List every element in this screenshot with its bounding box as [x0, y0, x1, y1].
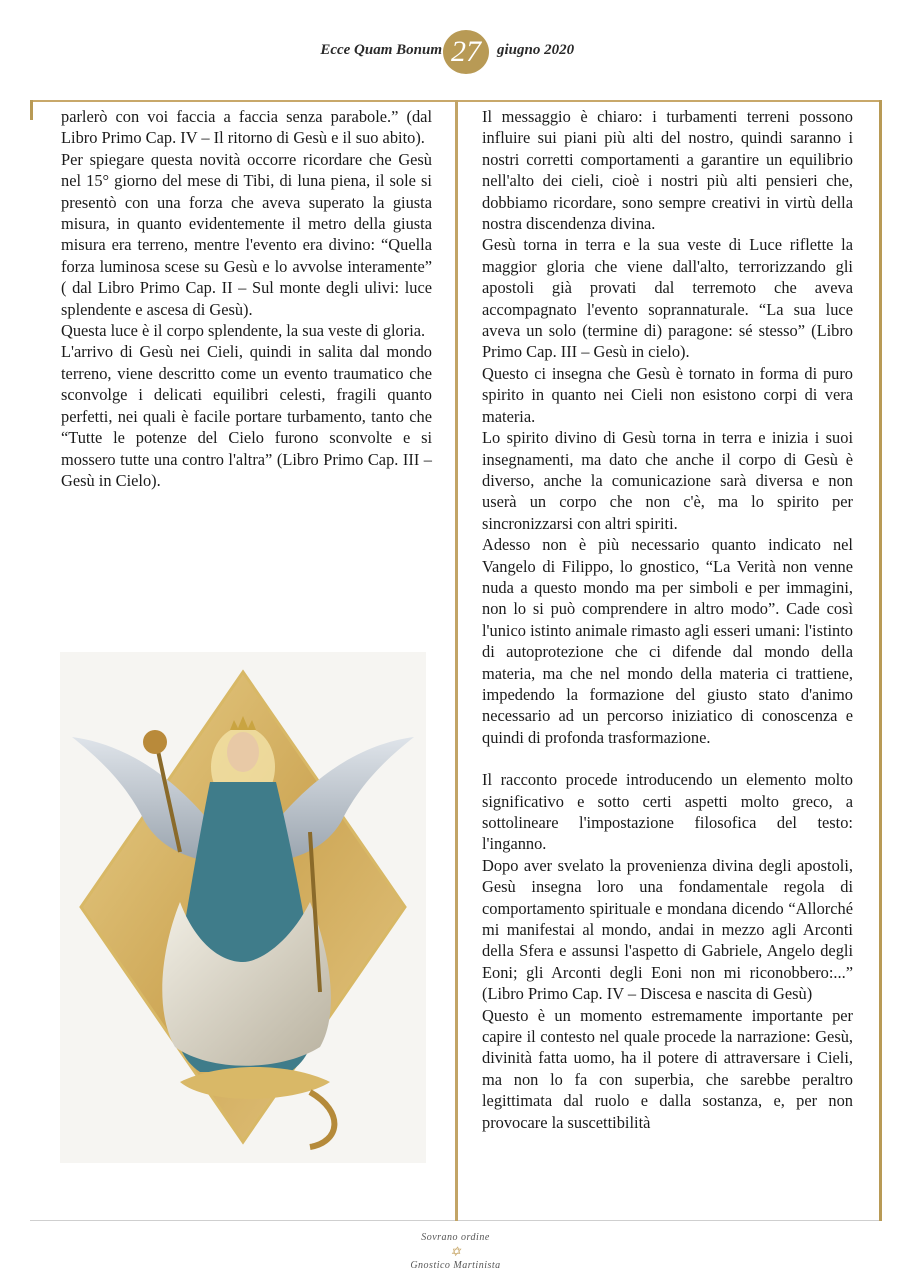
angel-illustration [60, 652, 426, 1163]
paragraph: Dopo aver svelato la provenienza divina degli apostoli, Gesù insegna loro una fondamentale regola di comportamento spirituale e mondana dicendo “Allorché mi manifestai al mondo, andai in mezzo agli Arconti della Sfera e assunsi l'aspetto di Gabriele, Angelo degli Eoni; gli Arconti degli Eoni non mi riconobbero:...” (Libro Primo Cap. IV – Discesa e nascita di Gesù) [482, 855, 853, 1004]
paragraph: Lo spirito divino di Gesù torna in terra e inizia i suoi insegnamenti, ma dato che anche il corpo di Gesù è diverso, anche la comunicazione sarà diversa e non userà un corpo che non c'è, ma lo spirito per sincronizzarsi con altri spiriti. [482, 428, 853, 533]
left-column [61, 106, 432, 491]
paragraph: Per spiegare questa novità occorre ricordare che Gesù nel 15° giorno del mese di Tibi, di luna piena, il sole si presentò con una forza che aveva superato la giusta misura, in quanto evidentemente il metro della giusta misura era terreno, mentre l'evento era divino: “Quella forza luminosa scese su Gesù e lo avvolse interamente” ( dal Libro Primo Cap. II – Sul monte degli ulivi: luce splendente e ascesa di Gesù). [61, 149, 432, 319]
right-column [482, 106, 853, 1133]
page-header [0, 28, 911, 80]
paragraph: L'arrivo di Gesù nei Cieli, quindi in salita dal mondo terreno, viene descritto come un evento traumatico che sconvolge i delicati equilibri celesti, fragili quanto perfetti, nei quali è facile portare turbamento, tanto che “Tutte le potenze del Cielo furono sconvolte e si mossero tutte una contro l'altra” (Libro Primo Cap. III – Gesù in Cielo). [61, 342, 432, 490]
right-gold-rule [879, 100, 882, 1221]
paragraph-spacer [482, 748, 853, 769]
page-footer [0, 1232, 911, 1272]
paragraph: Questo è un momento estremamente importante per capire il contesto nel quale procede la narrazione: Gesù, divinità fatta uomo, ha il potere di attraversare i Cieli, ma non lo fa con superbia, che sarebbe peraltro legittimata dal ruolo e dalla sostanza, e, per non provocare la suscettibilità [482, 1005, 853, 1132]
magazine-title: Ecce Quam Bonum [320, 42, 442, 58]
paragraph: parlerò con voi faccia a faccia senza parabole.” (dal Libro Primo Cap. IV – Il ritorno di Gesù e il suo abito). [61, 107, 432, 148]
issue-date: giugno 2020 [497, 42, 575, 58]
paragraph: Questa luce è il corpo splendente, la sua veste di gloria. [61, 321, 426, 341]
paragraph: Il racconto procede introducendo un elemento molto significativo e sotto certi aspetti molto greco, a sottolineare l'impostazione filosofica del testo: l'inganno. [482, 770, 853, 854]
paragraph: Gesù torna in terra e la sua veste di Luce riflette la maggior gloria che viene dall'alto, terrorizzando gli apostoli già provati dal terremoto che aveva accompagnato l'evento soprannaturale. “La sua luce aveva un solo (termine di) paragone: sé stesso” (Libro Primo Cap. III – Gesù in cielo). [482, 235, 853, 362]
left-gold-rule [30, 100, 33, 120]
star-of-david-icon: ✡ [450, 1244, 461, 1259]
column-divider [455, 100, 458, 1221]
footer-line-2: Gnostico Martinista [410, 1260, 501, 1271]
paragraph: Adesso non è più necessario quanto indicato nel Vangelo di Filippo, lo gnostico, “La Verità non venne nuda a questo mondo ma per simboli e per immagini, non lo si può comprendere in altro modo”. Cade così l'unico istinto animale rimasto agli esseri umani: l'istinto di autoprotezione che ci difende dal mondo della materia, ma che nel mondo della materia ci trattiene, impedendo la formazione del giusto stato d'animo necessario ad un percorso iniziatico di conoscenza e quindi di profonda trasformazione. [482, 535, 853, 747]
footer-line-1: Sovrano ordine [421, 1232, 490, 1243]
page-number-badge: 27 [443, 30, 489, 74]
paragraph: Il messaggio è chiaro: i turbamenti terreni possono influire sui piani più alti del nostro, quindi saranno i nostri corretti comportamenti a garantire un equilibrio nell'alto dei cieli, cioè i nostri più alti pensieri che, dobbiamo ricordare, sono sempre creativi in virtù della nostra discendenza divina. [482, 107, 853, 234]
paragraph: Questo ci insegna che Gesù è tornato in forma di puro spirito in quanto nei Cieli non esistono corpi di vera materia. [482, 363, 853, 426]
